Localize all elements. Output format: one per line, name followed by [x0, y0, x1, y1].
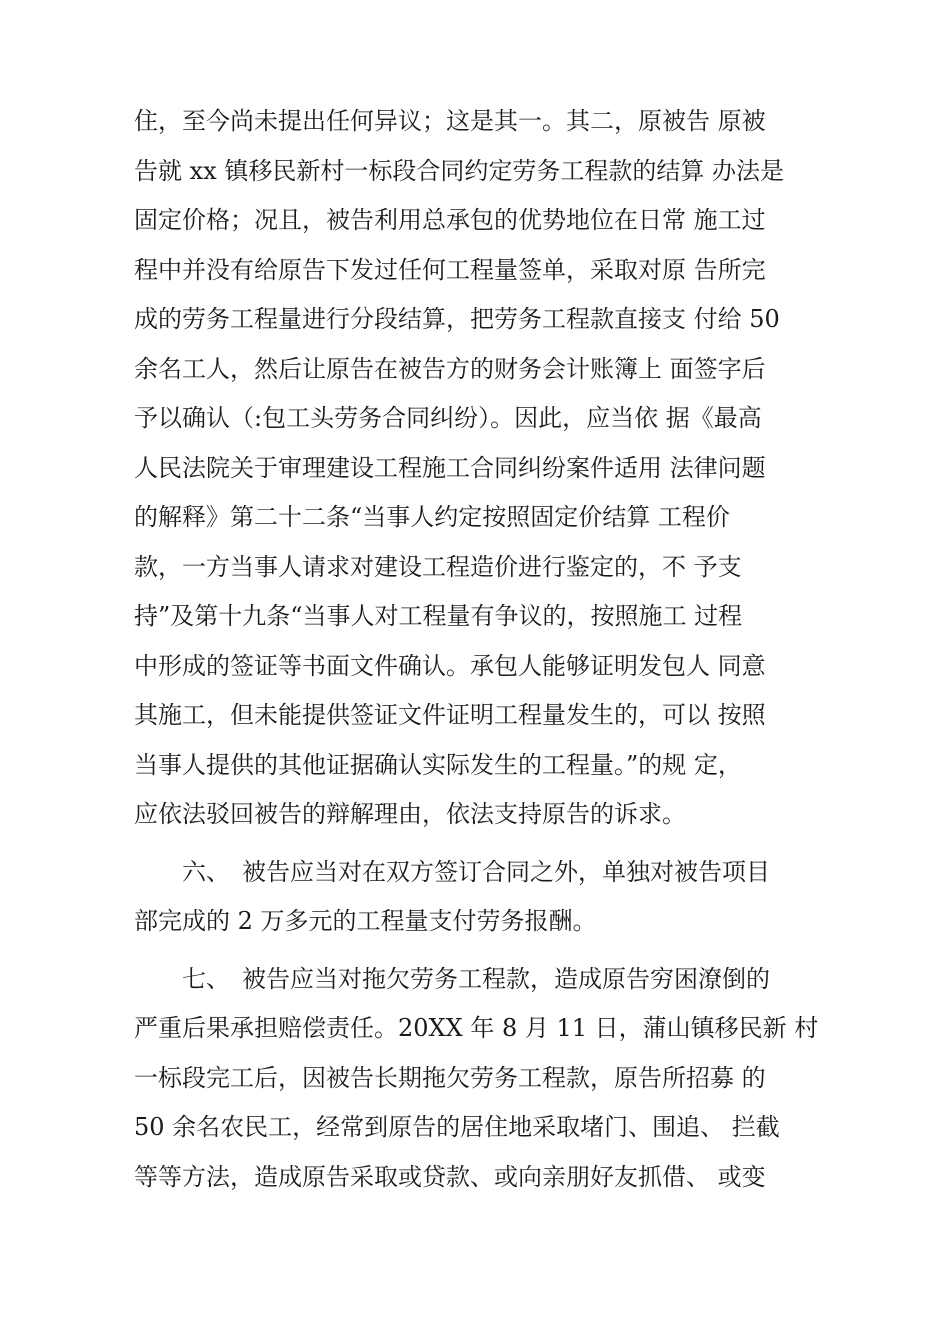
- text-line: 人民法院关于审理建设工程施工合同纠纷案件适用 法律问题: [134, 453, 766, 482]
- paragraph-3: [134, 955, 834, 1203]
- text-line: 中形成的签证等书面文件确认。承包人能够证明发包人 同意: [134, 651, 766, 680]
- document-body: [134, 97, 834, 1202]
- text-line: 严重后果承担赔偿责任。20XX 年 8 月 11 日，蒲山镇移民新 村: [134, 1014, 819, 1042]
- text-line: 程中并没有给原告下发过任何工程量签单，采取对原 告所完: [134, 255, 766, 284]
- text-line: 一标段完工后，因被告长期拖欠劳务工程款，原告所招募 的: [134, 1063, 766, 1092]
- text-line: 的解释》第二十二条“当事人约定按照固定价结算 工程价: [134, 503, 730, 531]
- text-line: 予以确认（:包工头劳务合同纠纷）。因此，应当依 据《最高: [134, 404, 762, 432]
- paragraph-gap: [134, 947, 834, 955]
- text-line: 七、 被告应当对拖欠劳务工程款，造成原告穷困潦倒的: [134, 964, 770, 993]
- text-line: 住，至今尚未提出任何异议；这是其一。其二，原被告 原被: [134, 107, 766, 135]
- text-line: 告就 xx 镇移民新村一标段合同约定劳务工程款的结算 办法是: [134, 156, 784, 185]
- text-line: 余名工人，然后让原告在被告方的财务会计账簿上 面签字后: [134, 354, 766, 383]
- text-line: 其施工，但未能提供签证文件证明工程量发生的，可以 按照: [134, 701, 766, 729]
- text-line: 50 余名农民工，经常到原告的居住地采取堵门、围追、 拦截: [134, 1113, 780, 1141]
- text-line: 当事人提供的其他证据确认实际发生的工程量。”的规 定，: [134, 750, 742, 779]
- text-line: 部完成的 2 万多元的工程量支付劳务报酬。: [134, 907, 597, 935]
- paragraph-1: [134, 97, 834, 840]
- text-line: 持”及第十九条“当事人对工程量有争议的，按照施工 过程: [134, 602, 743, 630]
- text-line: 成的劳务工程量进行分段结算，把劳务工程款直接支 付给 50: [134, 305, 780, 333]
- paragraph-gap: [134, 840, 834, 848]
- text-line: 等等方法，造成原告采取或贷款、或向亲朋好友抓借、 或变: [134, 1162, 766, 1191]
- text-line: 应依法驳回被告的辩解理由，依法支持原告的诉求。: [134, 800, 686, 828]
- text-line: 六、 被告应当对在双方签订合同之外，单独对被告项目: [134, 857, 770, 886]
- paragraph-2: [134, 848, 834, 947]
- text-line: 固定价格；况且，被告利用总承包的优势地位在日常 施工过: [134, 206, 766, 234]
- text-line: 款，一方当事人请求对建设工程造价进行鉴定的，不 予支: [134, 552, 742, 581]
